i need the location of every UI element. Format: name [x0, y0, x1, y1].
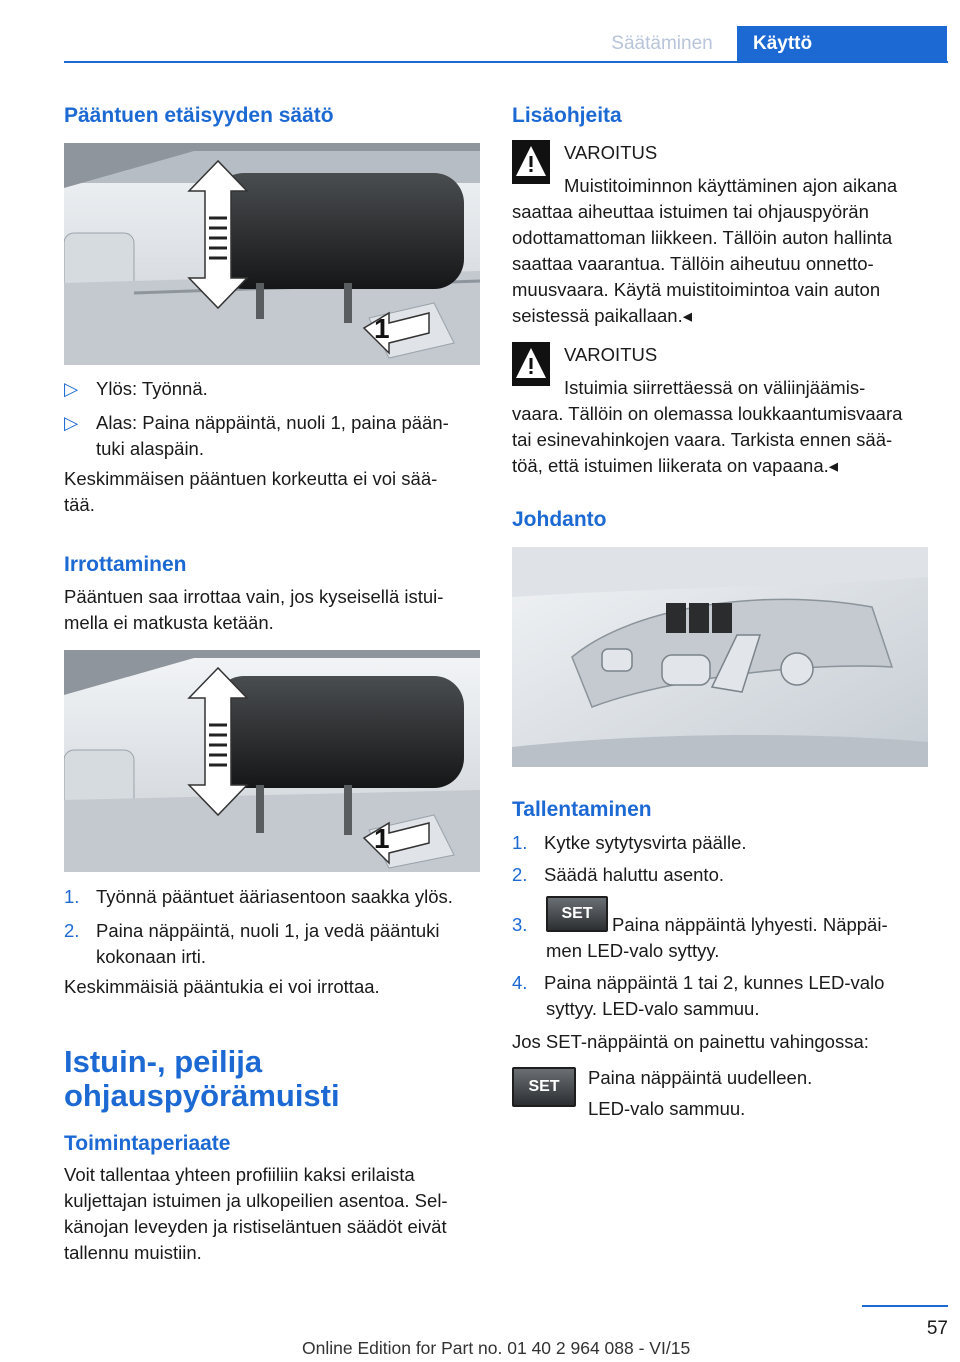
paragraph: kuljettajan istuimen ja ulkopeilien asentoa. Sel-	[64, 1190, 448, 1211]
warning-text: seistessä paikallaan.◂	[512, 305, 692, 326]
paragraph: Keskimmäisen pääntuen korkeutta ei voi sää-	[64, 468, 438, 489]
warning-text: odottamattoman liikkeen. Tällöin auton hallinta	[512, 227, 893, 248]
paragraph: Keskimmäisiä pääntukia ei voi irrottaa.	[64, 976, 380, 997]
page-number: 57	[926, 1318, 948, 1339]
warning-text: töä, että istuimen liikerata on vapaana.◂	[512, 455, 839, 476]
warning-text: saattaa aiheuttaa istuimen tai ohjauspyörän	[512, 201, 869, 222]
set-button[interactable]: SET	[512, 1067, 576, 1107]
list-item: ▷ Ylös: Työnnä.	[64, 376, 208, 402]
list-item-continuation: kokonaan irti.	[96, 946, 207, 967]
tab-saataminen[interactable]: Säätäminen	[611, 33, 713, 54]
warning-icon	[512, 140, 550, 184]
footer-rule	[862, 1305, 948, 1307]
list-item: 2. Paina näppäintä, nuoli 1, ja vedä pääntuki	[64, 920, 440, 941]
paragraph: LED-valo sammuu.	[588, 1098, 746, 1119]
section-title-irrottaminen: Irrottaminen	[64, 553, 187, 576]
warning-text: Istuimia siirrettäessä on väliinjäämis-	[564, 377, 866, 398]
warning-text: tai esinevahinkojen vaara. Tarkista ennen sää-	[512, 429, 893, 450]
warning-text: vaara. Tällöin on olemassa loukkaantumisvaara	[512, 403, 903, 424]
header-rule	[64, 61, 948, 63]
section-title-lisaohjeita: Lisäohjeita	[512, 104, 622, 127]
paragraph: Paina näppäintä uudelleen.	[588, 1067, 813, 1088]
section-title-headrest-distance: Pääntuen etäisyyden säätö	[64, 104, 334, 127]
list-item: ▷ Alas: Paina näppäintä, nuoli 1, paina pään-	[64, 410, 449, 436]
paragraph: Pääntuen saa irrottaa vain, jos kyseisellä istui-	[64, 586, 444, 607]
paragraph: känojan leveyden ja ristiseläntuen säädöt eivät	[64, 1216, 447, 1237]
paragraph: Voit tallentaa yhteen profiiliin kaksi erilaista	[64, 1164, 415, 1185]
list-item: 1. Työnnä pääntuet ääriasentoon saakka ylös.	[64, 886, 453, 907]
section-title-johdanto: Johdanto	[512, 508, 607, 531]
warning-text: muusvaara. Käytä muistitoimintoa vain auton	[512, 279, 881, 300]
list-item-continuation: men LED-valo syttyy.	[546, 940, 720, 961]
headrest-figure-1	[64, 143, 480, 365]
warning-text: saattaa vaarantua. Tällöin aiheutuu onnetto-	[512, 253, 874, 274]
warning-label: VAROITUS	[564, 344, 658, 365]
set-button[interactable]: SET	[546, 896, 608, 932]
list-item: 4. Paina näppäintä 1 tai 2, kunnes LED-valo	[512, 972, 885, 993]
warning-text: Muistitoiminnon käyttäminen ajon aikana	[564, 175, 898, 196]
figure-label-1: 1	[374, 313, 390, 344]
footer-edition: Online Edition for Part no. 01 40 2 964 088 - VI/15	[302, 1338, 691, 1358]
headrest-figure-2	[64, 650, 480, 872]
seat-controls-figure	[512, 547, 928, 767]
list-item: 1. Kytke sytytysvirta päälle.	[512, 832, 747, 853]
list-item: 2. Säädä haluttu asento.	[512, 864, 725, 885]
figure-label-1: 1	[374, 823, 390, 854]
list-item-text: Paina näppäintä lyhyesti. Näppäi-	[612, 914, 888, 935]
warning-icon	[512, 342, 550, 386]
triangle-bullet-icon: ▷	[64, 412, 79, 433]
section-title-tallentaminen: Tallentaminen	[512, 798, 652, 821]
paragraph: tallennu muistiin.	[64, 1242, 202, 1263]
paragraph: tää.	[64, 494, 95, 515]
section-title-toimintaperiaate: Toimintaperiaate	[64, 1132, 231, 1155]
tab-kaytto[interactable]: Käyttö	[737, 26, 947, 62]
list-item: 3.	[512, 914, 528, 935]
paragraph: Jos SET-näppäintä on painettu vahingossa:	[512, 1031, 869, 1052]
list-item-continuation: syttyy. LED-valo sammuu.	[546, 998, 760, 1019]
chapter-title: Istuin-, peilija	[64, 1044, 263, 1079]
list-item-continuation: tuki alaspäin.	[96, 438, 204, 459]
triangle-bullet-icon: ▷	[64, 378, 79, 399]
warning-label: VAROITUS	[564, 142, 658, 163]
chapter-title: ohjauspyörämuisti	[64, 1078, 340, 1113]
paragraph: mella ei matkusta ketään.	[64, 612, 274, 633]
